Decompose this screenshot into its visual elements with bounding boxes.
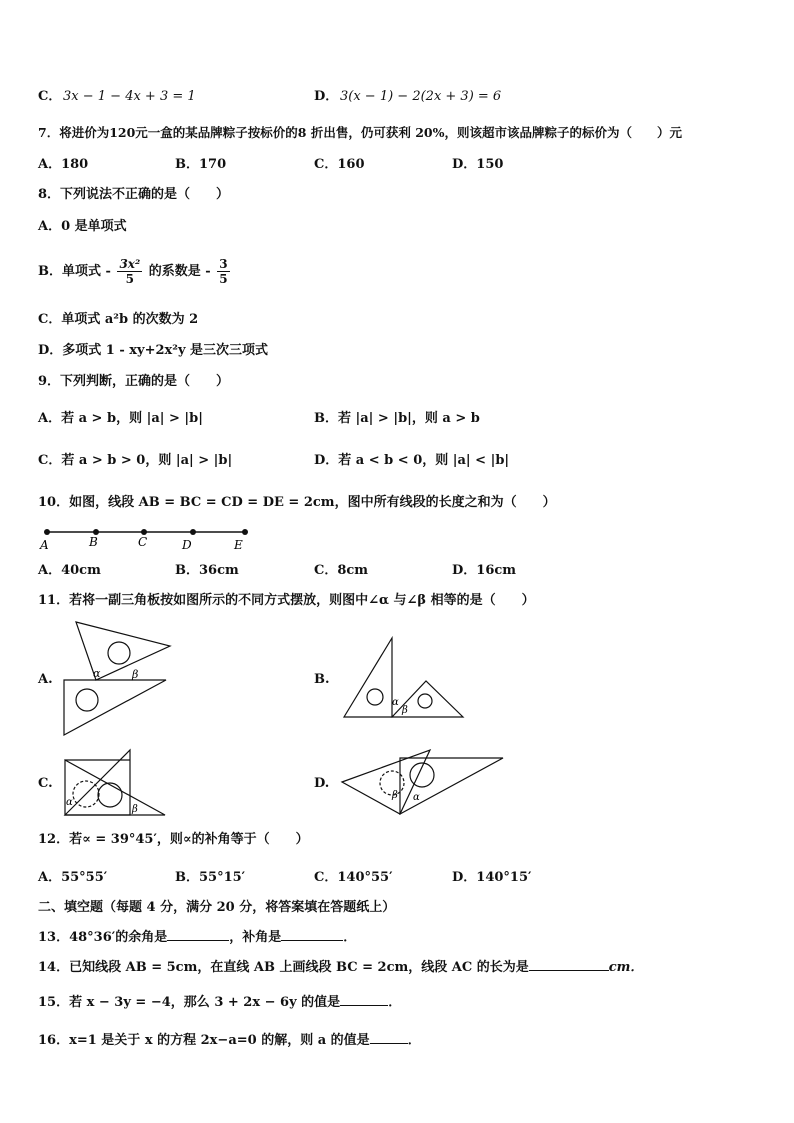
q11-a-alpha: α	[93, 667, 101, 680]
q16-text-a: 16．x=1 是关于 x 的方程 2x−a=0 的解，则 a 的值是	[38, 1033, 370, 1048]
q16	[38, 1031, 421, 1049]
q8-option-b-mid: 的系数是 -	[148, 264, 211, 279]
q10-segment-figure	[36, 522, 256, 552]
q14	[38, 958, 643, 976]
q11-b-circle-left	[367, 689, 383, 705]
q6-option-d-label: D．	[314, 89, 339, 104]
q8-option-d: D．多项式 1 - xy+2x²y 是三次三项式	[38, 343, 269, 358]
q10-label-b: B	[89, 535, 98, 549]
q11-a-circle-top	[108, 642, 130, 664]
q8-option-a: A．0 是单项式	[38, 219, 127, 234]
q10-point-d	[190, 529, 196, 535]
q11-d-triangle-2	[400, 758, 503, 814]
q11-b-circle-right	[418, 694, 432, 708]
q8-option-b	[38, 252, 232, 292]
q15-blank	[340, 993, 388, 1006]
q11-d-alpha: α	[413, 792, 420, 803]
q10-label-c: C	[138, 535, 148, 549]
q16-blank	[370, 1031, 408, 1044]
q15	[38, 993, 401, 1011]
q13-text-a: 13．48°36′的余角是	[38, 930, 168, 945]
q9-option-d: D．若 a < b < 0，则 |a| < |b|	[314, 453, 510, 468]
q11-a-triangle-top	[76, 622, 170, 680]
section-2-title: 二、填空题（每题 4 分，满分 20 分，将答案填在答题纸上）	[38, 900, 396, 915]
q11-figure-a-label: A.	[38, 672, 53, 687]
q7-option-b: B．170	[175, 157, 227, 172]
q15-text-a: 15．若 x − 3y = −4，那么 3 + 2x − 6y 的值是	[38, 995, 341, 1010]
q11-c-triangle-1	[65, 760, 165, 815]
q11-figure-c	[62, 748, 168, 818]
q11-d-beta: β	[392, 790, 398, 801]
q9-option-b: B．若 |a| > |b|，则 a > b	[314, 411, 480, 426]
q11-figure-b	[342, 636, 466, 720]
q12-option-b: B．55°15′	[175, 870, 246, 885]
q8-option-b-denominator-1: 5	[125, 272, 135, 286]
q11-figure-b-label: B.	[314, 672, 330, 687]
q8-option-b-denominator-2: 5	[219, 272, 228, 286]
q11-b-triangle-left	[344, 638, 392, 717]
q9-option-a: A．若 a > b，则 |a| > |b|	[38, 411, 203, 426]
q10-label-a: A	[40, 538, 49, 552]
q8-option-c: C．单项式 a²b 的次数为 2	[38, 312, 199, 327]
q11-figure-d	[340, 748, 506, 816]
q11-a-beta: β	[132, 668, 139, 681]
q10-stem: 10．如图，线段 AB = BC = CD = DE = 2cm，图中所有线段的长度之和为（ ）	[38, 495, 556, 510]
q11-figure-d-label: D.	[314, 776, 330, 791]
q7-option-a: A．180	[38, 157, 89, 172]
q10-label-d: D	[182, 538, 192, 552]
q13-text-b: ，补角是	[229, 930, 282, 945]
q11-b-alpha: α	[392, 697, 399, 708]
q12-option-d: D．140°15′	[452, 870, 532, 885]
q6-option-d-expr: 3(x − 1) − 2(2x + 3) = 6	[340, 89, 502, 104]
q8-option-b-prefix: B．单项式 -	[38, 264, 111, 279]
q12-option-c: C．140°55′	[314, 870, 393, 885]
q8-option-b-numerator-2: 3	[219, 257, 228, 271]
q10-point-e	[242, 529, 248, 535]
q8-stem: 8．下列说法不正确的是（ ）	[38, 187, 230, 202]
q14-text-a: 14．已知线段 AB = 5cm，在直线 AB 上画线段 BC = 2cm，线段 AC 的长为是	[38, 960, 529, 975]
q14-blank	[529, 958, 609, 971]
q7-stem: 7．将进价为120元一盒的某品牌粽子按标价的8 折出售，仍可获利 20%，则该超市该品牌粽子的标价为（ ）元	[38, 125, 682, 140]
q7-option-c: C．160	[314, 157, 365, 172]
q13-text-c: ．	[343, 930, 357, 945]
q12-stem: 12．若∝ = 39°45′，则∝的补角等于（ ）	[38, 832, 309, 847]
q10-point-a	[44, 529, 50, 535]
q10-option-d: D．16cm	[452, 563, 517, 578]
q10-option-c: C．8cm	[314, 563, 369, 578]
q11-b-beta: β	[402, 705, 408, 716]
q6-option-c-expr: 3x − 1 − 4x + 3 = 1	[63, 89, 196, 104]
q12-option-a: A．55°55′	[38, 870, 108, 885]
q15-text-b: ．	[388, 995, 402, 1010]
q13-blank-complement	[167, 928, 229, 941]
q8-option-b-numerator-1: 3x²	[119, 257, 141, 271]
q7-option-d: D．150	[452, 157, 504, 172]
q8-option-b-fraction-2	[217, 257, 229, 286]
q11-c-circle-solid	[98, 783, 122, 807]
q16-text-b: ．	[407, 1033, 421, 1048]
q6-option-c-label: C．	[38, 89, 62, 104]
q8-option-b-fraction-1	[117, 257, 142, 286]
q10-option-a: A．40cm	[38, 563, 101, 578]
q9-option-c: C．若 a > b > 0，则 |a| > |b|	[38, 453, 233, 468]
q11-figure-a	[62, 620, 174, 738]
q9-stem: 9．下列判断，正确的是（ ）	[38, 374, 230, 389]
q13-blank-supplement	[281, 928, 343, 941]
q11-stem: 11．若将一副三角板按如图所示的不同方式摆放，则图中∠α 与∠β 相等的是（ ）	[38, 593, 535, 608]
q11-c-beta: β	[132, 804, 138, 815]
q14-text-b: cm．	[608, 960, 644, 975]
q10-label-e: E	[234, 538, 243, 552]
q11-a-circle-bottom	[76, 689, 98, 711]
q11-figure-c-label: C.	[38, 776, 53, 791]
q10-option-b: B．36cm	[175, 563, 239, 578]
q11-c-alpha: α	[66, 797, 73, 808]
q13	[38, 928, 356, 946]
